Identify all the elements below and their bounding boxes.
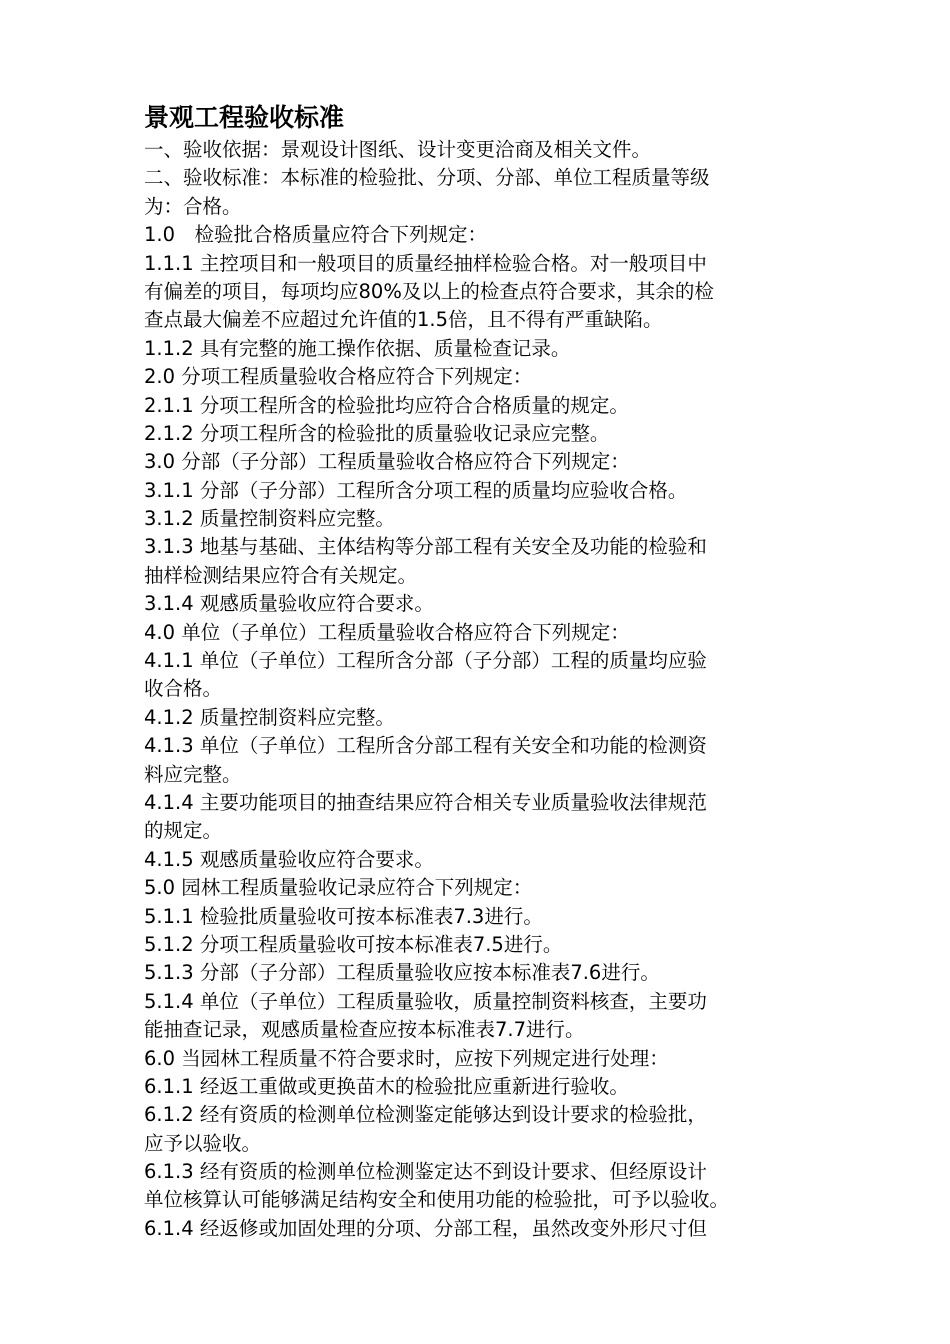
body-line: 二、验收标准：本标准的检验批、分项、分部、单位工程质量等级 bbox=[144, 166, 710, 190]
body-line: 为：合格。 bbox=[144, 194, 242, 218]
body-line: 5.1.1 检验批质量验收可按本标准表7.3进行。 bbox=[144, 904, 543, 928]
body-line: 一、验收依据：景观设计图纸、设计变更洽商及相关文件。 bbox=[144, 138, 652, 161]
body-line: 2.1.2 分项工程所含的检验批的质量验收记录应完整。 bbox=[144, 421, 610, 445]
body-line: 6.0 当园林工程质量不符合要求时，应按下列规定进行处理： bbox=[144, 1046, 669, 1070]
body-line: 1.0 检验批合格质量应符合下列规定： bbox=[144, 223, 488, 247]
body-line: 4.1.3 单位（子单位）工程所含分部工程有关安全和功能的检测资 bbox=[144, 734, 707, 758]
body-line: 2.0 分项工程质量验收合格应符合下列规定： bbox=[144, 365, 533, 389]
body-line: 4.1.5 观感质量验收应符合要求。 bbox=[144, 847, 434, 871]
body-line: 收合格。 bbox=[144, 677, 223, 701]
body-line: 5.1.3 分部（子分部）工程质量验收应按本标准表7.6进行。 bbox=[144, 961, 660, 985]
body-line: 6.1.3 经有资质的检测单位检测鉴定达不到设计要求、但经原设计 bbox=[144, 1160, 707, 1184]
body-line: 4.0 单位（子单位）工程质量验收合格应符合下列规定： bbox=[144, 620, 630, 644]
body-line: 1.1.2 具有完整的施工操作依据、质量检查记录。 bbox=[144, 336, 571, 360]
body-line: 3.0 分部（子分部）工程质量验收合格应符合下列规定： bbox=[144, 450, 630, 474]
body-line: 6.1.4 经返修或加固处理的分项、分部工程，虽然改变外形尺寸但 bbox=[144, 1216, 707, 1240]
body-line: 2.1.1 分项工程所含的检验批均应符合合格质量的规定。 bbox=[144, 393, 629, 417]
body-line: 料应完整。 bbox=[144, 762, 242, 786]
document-page bbox=[144, 100, 812, 1243]
body-line: 6.1.2 经有资质的检测单位检测鉴定能够达到设计要求的检验批， bbox=[144, 1103, 707, 1127]
body-line: 4.1.1 单位（子单位）工程所含分部（子分部）工程的质量均应验 bbox=[144, 649, 707, 673]
body-line: 5.0 园林工程质量验收记录应符合下列规定： bbox=[144, 876, 533, 900]
body-line: 4.1.2 质量控制资料应完整。 bbox=[144, 705, 395, 729]
body-line: 能抽查记录，观感质量检查应按本标准表7.7进行。 bbox=[144, 1018, 585, 1042]
body-line: 3.1.1 分部（子分部）工程所含分项工程的质量均应验收合格。 bbox=[144, 478, 688, 502]
body-line: 3.1.4 观感质量验收应符合要求。 bbox=[144, 592, 434, 616]
body-line: 3.1.2 质量控制资料应完整。 bbox=[144, 507, 395, 531]
document-body bbox=[144, 136, 812, 1243]
body-line: 5.1.2 分项工程质量验收可按本标准表7.5进行。 bbox=[144, 932, 563, 956]
body-line: 5.1.4 单位（子单位）工程质量验收，质量控制资料核查，主要功 bbox=[144, 989, 707, 1013]
body-line: 有偏差的项目，每项均应80%及以上的检查点符合要求，其余的检 bbox=[144, 279, 714, 303]
body-line: 3.1.3 地基与基础、主体结构等分部工程有关安全及功能的检验和 bbox=[144, 535, 707, 559]
body-line: 应予以验收。 bbox=[144, 1131, 262, 1155]
body-line: 6.1.1 经返工重做或更换苗木的检验批应重新进行验收。 bbox=[144, 1074, 629, 1098]
body-line: 抽样检测结果应符合有关规定。 bbox=[144, 563, 418, 587]
body-line: 的规定。 bbox=[144, 819, 223, 843]
document-title: 景观工程验收标准 bbox=[144, 103, 345, 132]
body-line: 1.1.1 主控项目和一般项目的质量经抽样检验合格。对一般项目中 bbox=[144, 251, 707, 275]
body-line: 4.1.4 主要功能项目的抽查结果应符合相关专业质量验收法律规范 bbox=[144, 790, 707, 814]
body-line: 查点最大偏差不应超过允许值的1.5倍，且不得有严重缺陷。 bbox=[144, 308, 663, 332]
body-line: 单位核算认可能够满足结构安全和使用功能的检验批，可予以验收。 bbox=[144, 1188, 730, 1212]
